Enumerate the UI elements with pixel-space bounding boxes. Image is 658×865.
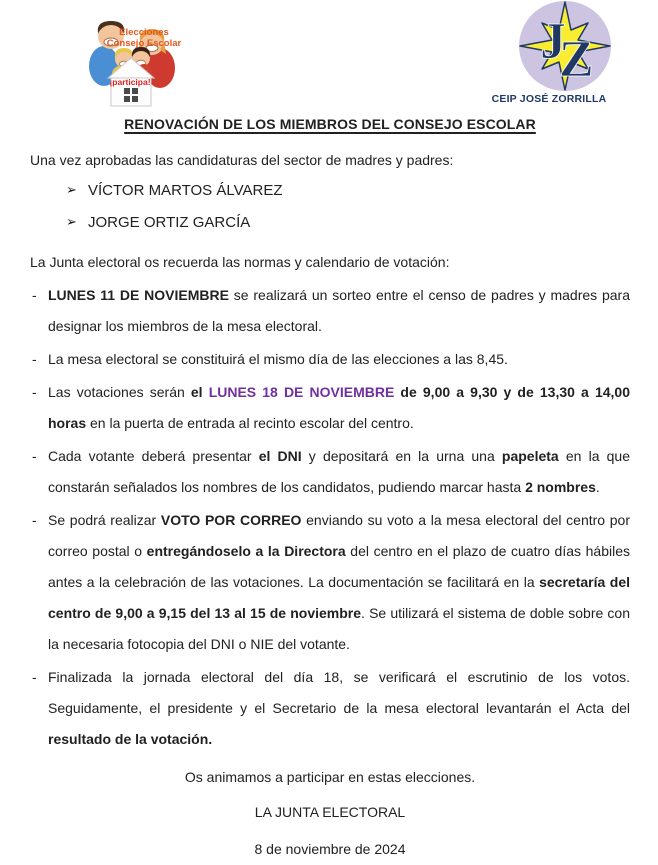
document-header bbox=[0, 0, 658, 112]
school-name: CEIP JOSÉ ZORRILLA bbox=[491, 93, 607, 105]
rule-item bbox=[30, 280, 630, 342]
monogram-letter-z: Z bbox=[559, 31, 594, 88]
rule-text-segment: el bbox=[190, 384, 209, 400]
candidates-list bbox=[66, 174, 630, 238]
rule-text-segment: y depositará en la urna una bbox=[301, 448, 502, 464]
rule-text-segment: LUNES 18 DE NOVIEMBRE bbox=[208, 384, 395, 400]
arrow-bullet-icon: ➢ bbox=[66, 182, 77, 197]
rule-item bbox=[30, 344, 630, 375]
elections-caption-line1: Elecciones bbox=[119, 27, 169, 38]
intro-text: Una vez aprobadas las candidaturas del sector de madres y padres: bbox=[30, 152, 454, 168]
rule-text bbox=[48, 448, 630, 495]
rule-text-segment: entregándoselo a la Directora bbox=[146, 543, 346, 559]
rule-text-segment: Finalizada la jornada electoral del día 18, se verificará el escrutinio de los votos. Seguidamente, el presidente y el Secretario de la mesa electoral levantarán el Acta del bbox=[48, 669, 630, 716]
dash-bullet: - bbox=[32, 351, 37, 367]
rule-text-segment: en la que constarán señalados los nombres de los candidatos, pudiendo marcar hasta bbox=[48, 448, 630, 495]
rule-text-segment: Las votaciones serán bbox=[48, 384, 191, 400]
rules-intro-text: La Junta electoral os recuerda las normas y calendario de votación: bbox=[30, 254, 450, 270]
rule-text-segment: secretaría del centro de 9,00 a 9,15 del 13 al 15 de noviembre bbox=[48, 574, 630, 621]
dash-bullet: - bbox=[32, 669, 37, 685]
candidate-name: VÍCTOR MARTOS ÁLVAREZ bbox=[88, 181, 283, 199]
rule-text-segment: LUNES 11 DE NOVIEMBRE bbox=[48, 287, 229, 303]
elections-logo bbox=[78, 8, 192, 108]
rule-text-segment: VOTO POR CORREO bbox=[160, 512, 302, 528]
rules-list bbox=[30, 280, 630, 755]
document-date: 8 de noviembre de 2024 bbox=[254, 841, 406, 857]
rule-text bbox=[48, 351, 508, 367]
rule-text-segment: . bbox=[595, 479, 600, 495]
candidate-item bbox=[66, 206, 630, 238]
dash-bullet: - bbox=[32, 512, 37, 528]
family-participa-icon bbox=[78, 8, 192, 108]
school-logo bbox=[518, 0, 612, 92]
rule-text bbox=[48, 287, 630, 334]
rule-text-segment: Cada votante deberá presentar bbox=[48, 448, 259, 464]
closing-encouragement: Os animamos a participar en estas elecciones. bbox=[184, 769, 476, 785]
rule-text-segment: papeleta bbox=[501, 448, 559, 464]
rule-text-segment: . Se utilizará el sistema de doble sobre con la necesaria fotocopia del DNI o NIE del votante. bbox=[48, 605, 630, 652]
page-title: RENOVACIÓN DE LOS MIEMBROS DEL CONSEJO ESCOLAR bbox=[124, 116, 536, 132]
signature: LA JUNTA ELECTORAL bbox=[254, 804, 406, 820]
rule-item bbox=[30, 377, 630, 439]
rule-item bbox=[30, 441, 630, 503]
monogram-letter-j: J bbox=[540, 13, 566, 70]
rule-text-segment: La mesa electoral se constituirá el mismo día de las elecciones a las 8,45. bbox=[48, 351, 508, 367]
dash-bullet: - bbox=[32, 384, 37, 400]
rule-text-segment: del centro en el plazo de cuatro días hábiles antes a la celebración de las votaciones. La documentación se facilitará en la bbox=[48, 543, 630, 590]
rule-text bbox=[48, 512, 630, 652]
rule-text-segment: el DNI bbox=[258, 448, 302, 464]
dash-bullet: - bbox=[32, 287, 37, 303]
jz-star-icon bbox=[518, 0, 612, 92]
rule-text-segment: enviando su voto a la mesa electoral del centro por correo postal o bbox=[48, 512, 630, 559]
participa-label: ¡participa! bbox=[109, 77, 151, 87]
rule-text-segment: 2 nombres bbox=[525, 479, 596, 495]
rule-text-segment: se realizará un sorteo entre el censo de padres y madres para designar los miembros de la mesa electoral. bbox=[48, 287, 630, 334]
rule-item bbox=[30, 505, 630, 660]
candidate-name: JORGE ORTIZ GARCÍA bbox=[88, 213, 251, 231]
rule-text-segment: resultado de la votación. bbox=[48, 731, 213, 747]
rule-text-segment: en la puerta de entrada al recinto escolar del centro. bbox=[86, 415, 414, 431]
candidate-item bbox=[66, 174, 630, 206]
elections-caption-line2: Consejo Escolar bbox=[106, 38, 182, 49]
dash-bullet: - bbox=[32, 448, 37, 464]
rule-text bbox=[48, 669, 630, 747]
rule-item bbox=[30, 662, 630, 755]
rule-text-segment: Se podrá realizar bbox=[48, 512, 161, 528]
rule-text bbox=[48, 384, 630, 431]
arrow-bullet-icon: ➢ bbox=[66, 214, 77, 229]
rule-text-segment: de 9,00 a 9,30 y de 13,30 a 14,00 horas bbox=[48, 384, 630, 431]
